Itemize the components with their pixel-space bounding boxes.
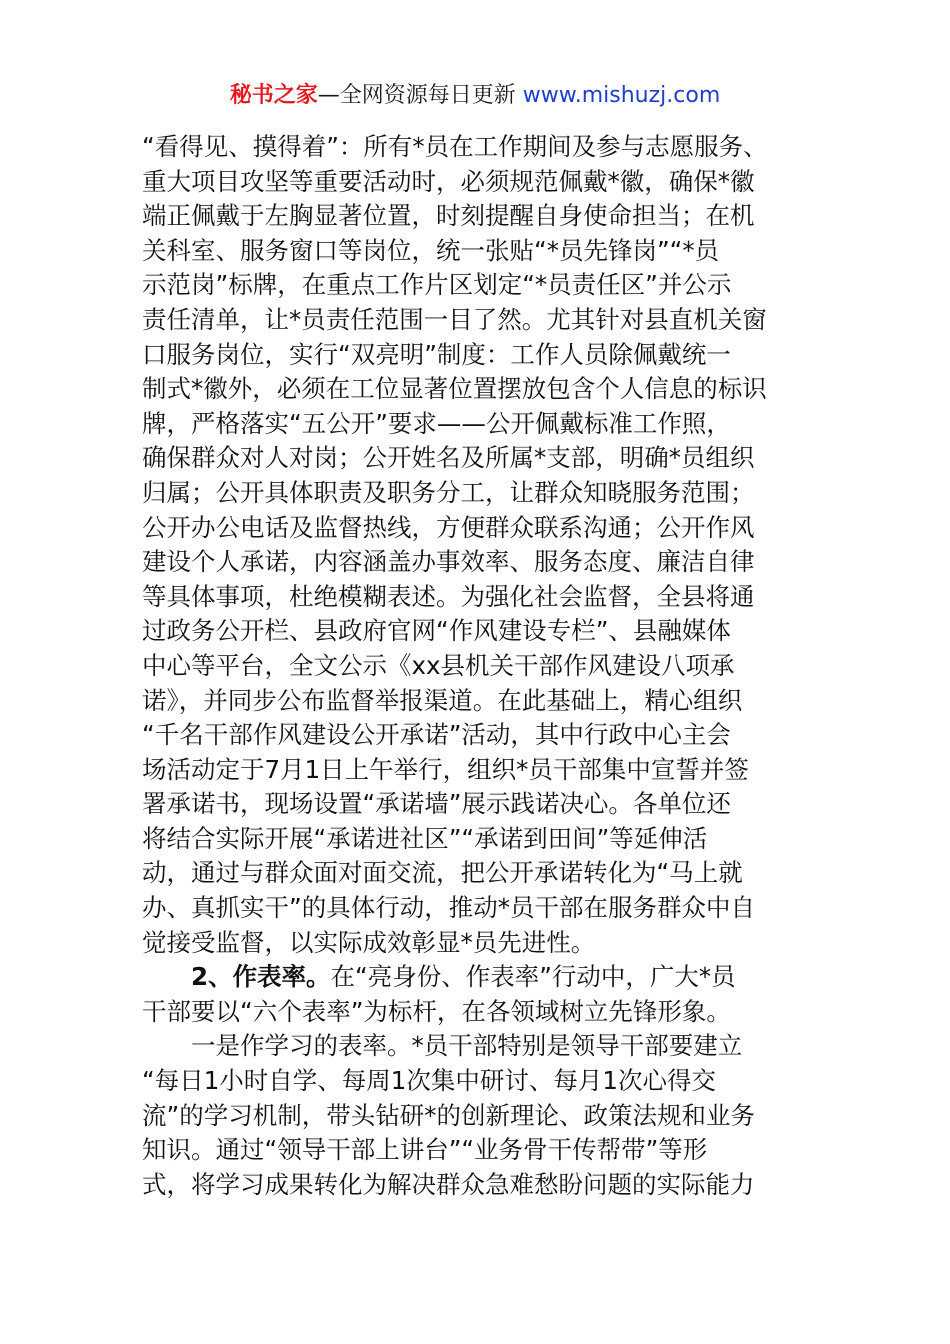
paragraph-line: 示范岗”标牌，在重点工作片区划定“*员责任区”并公示	[142, 270, 732, 300]
paragraph-line: “千名干部作风建设公开承诺”活动，其中行政中心主会	[142, 720, 731, 750]
paragraph-line: 流”的学习机制，带头钻研*的创新理论、政策法规和业务	[142, 1100, 755, 1130]
paragraph-line: 关科室、服务窗口等岗位，统一张贴“*员先锋岗”“*员	[142, 235, 720, 265]
study-first-line: 一是作学习的表率。*员干部特别是领导干部要建立	[191, 1031, 743, 1061]
brand-name: 秘书之家	[229, 83, 318, 108]
paragraph-line: 场活动定于7月1日上午举行，组织*员干部集中宣誓并签	[142, 754, 749, 784]
paragraph-line: 过政务公开栏、县政府官网“作风建设专栏”、县融媒体	[142, 616, 731, 646]
paragraph-line: 办、真抓实干”的具体行动，推动*员干部在服务群众中自	[142, 893, 755, 923]
paragraph-line: 动，通过与群众面对面交流，把公开承诺转化为“马上就	[142, 858, 743, 888]
header-tagline: —全网资源每日更新	[317, 83, 523, 108]
paragraph-line: 署承诺书，现场设置“承诺墙”展示践诺决心。各单位还	[142, 789, 731, 819]
paragraph-line: 诺》，并同步公布监督举报渠道。在此基础上，精心组织	[142, 685, 743, 715]
paragraph-line: 知识。通过“领导干部上讲台”“业务骨干传帮带”等形	[142, 1135, 708, 1165]
site-header	[0, 80, 950, 112]
paragraph-line: 端正佩戴于左胸显著位置，时刻提醒自身使命担当；在机	[142, 201, 755, 231]
paragraph-line: 确保群众对人对岗；公开姓名及所属*支部，明确*员组织	[142, 443, 755, 473]
paragraph-line: 将结合实际开展“承诺进社区”“承诺到田间”等延伸活	[142, 823, 708, 853]
section-2-text: 在“亮身份、作表率”行动中，广大*员	[330, 962, 736, 992]
paragraph-line: 归属；公开具体职责及职务分工，让群众知晓服务范围；	[142, 477, 755, 507]
paragraph-line: 式，将学习成果转化为解决群众急难愁盼问题的实际能力	[142, 1169, 755, 1199]
paragraph-line: 公开办公电话及监督热线，方便群众联系沟通；公开作风	[142, 512, 755, 542]
site-url-link[interactable]: www.mishuzj.com	[522, 83, 721, 108]
paragraph-line: 建设个人承诺，内容涵盖办事效率、服务态度、廉洁自律	[142, 547, 755, 577]
paragraph-line: 牌，严格落实“五公开”要求——公开佩戴标准工作照，	[142, 408, 731, 438]
section-2-heading: 2、作表率。	[191, 962, 331, 992]
document-body	[142, 130, 810, 1202]
paragraph-line: “看得见、摸得着”：所有*员在工作期间及参与志愿服务、	[142, 132, 768, 161]
paragraph-line: 口服务岗位，实行“双亮明”制度：工作人员除佩戴统一	[142, 339, 731, 369]
paragraph-line: 等具体事项，杜绝模糊表述。为强化社会监督，全县将通	[142, 581, 755, 611]
paragraph-line: 责任清单，让*员责任范围一目了然。尤其针对县直机关窗	[142, 304, 767, 334]
section-2-line	[142, 960, 810, 995]
paragraph-line: 干部要以“六个表率”为标杆，在各领域树立先锋形象。	[142, 996, 731, 1026]
paragraph-line: 重大项目攻坚等重要活动时，必须规范佩戴*徽，确保*徽	[142, 166, 755, 196]
paragraph-line: 制式*徽外，必须在工位显著位置摆放包含个人信息的标识	[142, 374, 767, 404]
paragraph-line: 觉接受监督，以实际成效彰显*员先进性。	[142, 927, 596, 957]
paragraph-line: “每日1小时自学、每周1次集中研讨、每月1次心得交	[142, 1066, 716, 1096]
paragraph-line: 中心等平台，全文公示《xx县机关干部作风建设八项承	[142, 650, 735, 680]
